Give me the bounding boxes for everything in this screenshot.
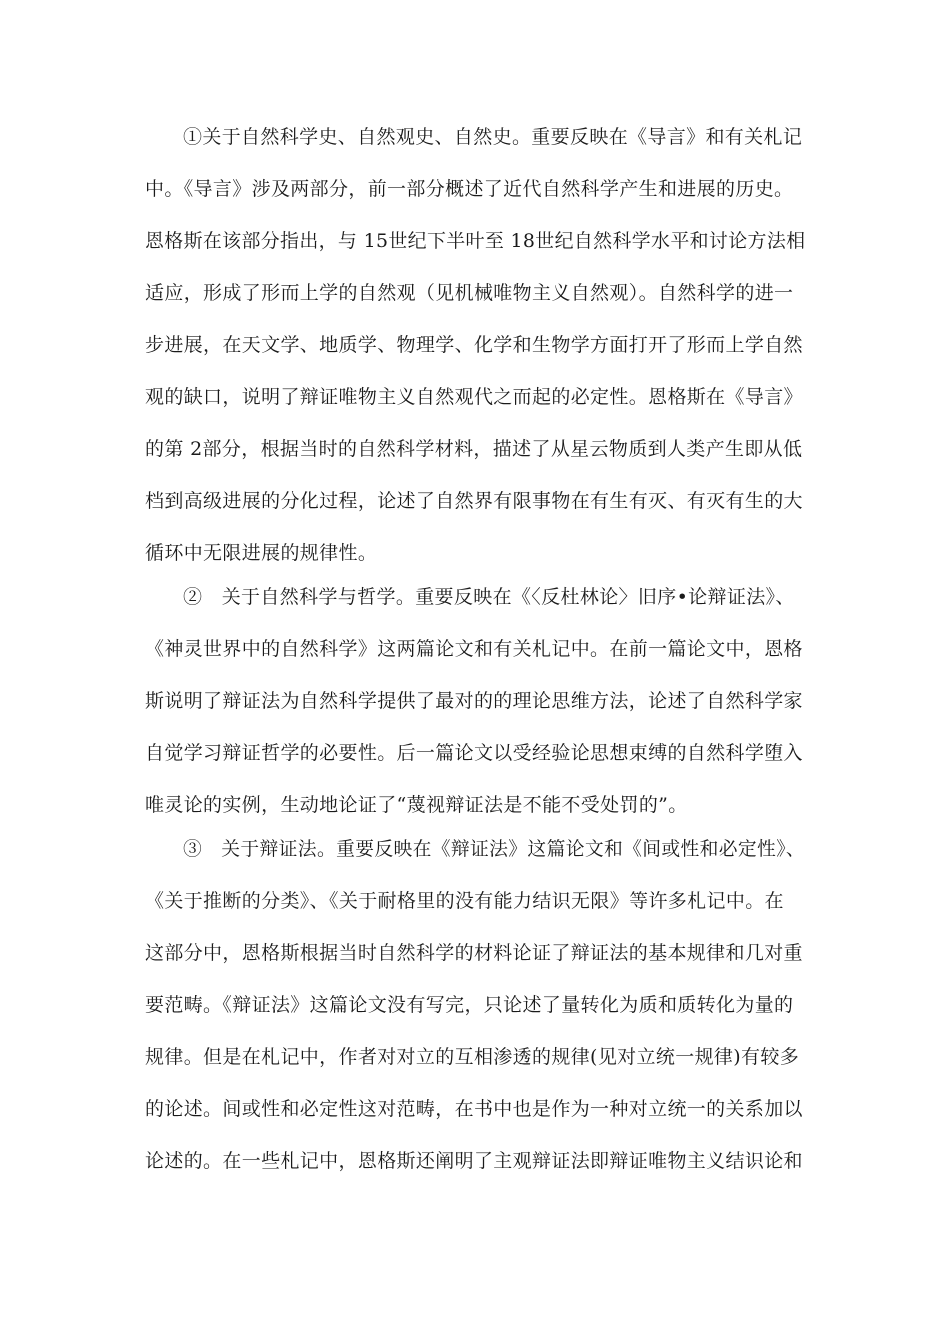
text-line: 恩格斯在该部分指出，与 15世纪下半叶至 18世纪自然科学水平和讨论方法相 <box>145 230 806 252</box>
text-line: 论述的。在一些札记中，恩格斯还阐明了主观辩证法即辩证唯物主义结识论和 <box>145 1150 803 1172</box>
text-line: ② 关于自然科学与哲学。重要反映在《〈反杜林论〉旧序•论辩证法》、 <box>183 586 795 608</box>
text-line: 规律。但是在札记中，作者对对立的互相渗透的规律(见对立统一规律)有较多 <box>145 1046 800 1068</box>
text-line: 自觉学习辩证哲学的必要性。后一篇论文以受经验论思想束缚的自然科学堕入 <box>145 742 803 764</box>
text-line: 唯灵论的实例，生动地论证了“蔑视辩证法是不能不受处罚的”。 <box>145 794 688 816</box>
text-line: 的论述。间或性和必定性这对范畴，在书中也是作为一种对立统一的关系加以 <box>145 1098 803 1120</box>
text-line: 适应，形成了形而上学的自然观（见机械唯物主义自然观）。自然科学的进一 <box>145 282 794 304</box>
text-line: 中。《导言》涉及两部分，前一部分概述了近代自然科学产生和进展的历史。 <box>145 178 794 200</box>
text-line: 档到高级进展的分化过程，论述了自然界有限事物在有生有灭、有灭有生的大 <box>145 490 803 512</box>
text-line: 这部分中，恩格斯根据当时自然科学的材料论证了辩证法的基本规律和几对重 <box>145 942 803 964</box>
text-line: 的第 2部分，根据当时的自然科学材料，描述了从星云物质到人类产生即从低 <box>145 438 803 460</box>
text-line: 观的缺口，说明了辩证唯物主义自然观代之而起的必定性。恩格斯在《导言》 <box>145 386 803 408</box>
text-line: ③ 关于辩证法。重要反映在《辩证法》这篇论文和《间或性和必定性》、 <box>183 838 806 860</box>
text-line: 步进展，在天文学、地质学、物理学、化学和生物学方面打开了形而上学自然 <box>145 334 803 356</box>
text-line: 循环中无限进展的规律性。 <box>145 542 378 564</box>
text-line: 《关于推断的分类》、《关于耐格里的没有能力结识无限》等许多札记中。在 <box>145 890 784 912</box>
text-line: 要范畴。《辩证法》这篇论文没有写完，只论述了量转化为质和质转化为量的 <box>145 994 794 1016</box>
text-line: 斯说明了辩证法为自然科学提供了最对的的理论思维方法，论述了自然科学家 <box>145 690 803 712</box>
text-line: ①关于自然科学史、自然观史、自然史。重要反映在《导言》和有关札记 <box>183 126 803 148</box>
text-line: 《神灵世界中的自然科学》这两篇论文和有关札记中。在前一篇论文中，恩格 <box>145 638 803 660</box>
